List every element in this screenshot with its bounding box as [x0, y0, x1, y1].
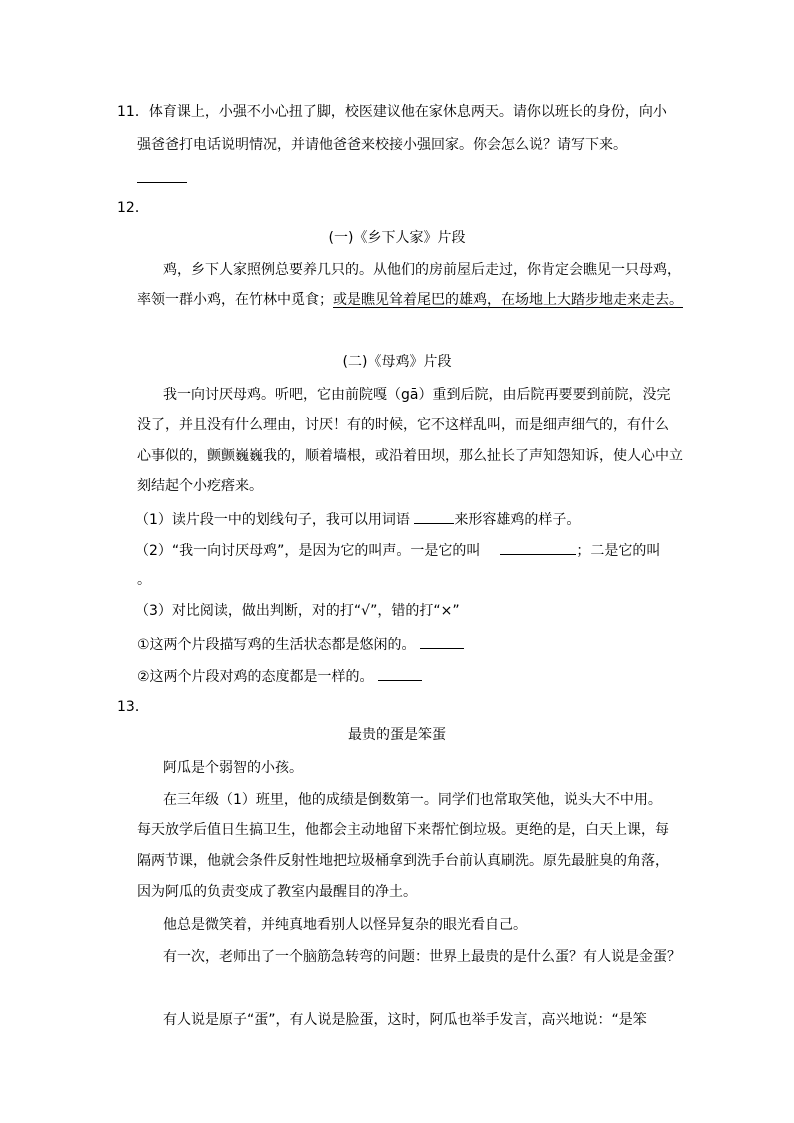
sub-question-3: （3）对比阅读，做出判断，对的打“√”，错的打“×”	[135, 603, 460, 619]
q13-line: 每天放学后值日生搞卫生，他都会主动地留下来帮忙倒垃圾。更绝的是，白天上课，每	[137, 822, 669, 838]
sub-question-1	[135, 509, 580, 527]
q11-line1	[117, 103, 667, 121]
passage2-line: 心事似的，颤颤巍巍我的，顺着墙根，或沿着田坝，那么扯长了声知怨知诉，使人心中立	[137, 448, 683, 464]
passage2-line: 我一向讨厌母鸡。听吧，它由前院嘎（gā）重到后院，由后院再要要到前院，没完	[163, 387, 671, 403]
judge2-text: ②这两个片段对鸡的态度都是一样的。	[137, 669, 378, 685]
sub2-text: （2）“我一向讨厌母鸡”，是因为它的叫声。一是它的叫	[135, 543, 481, 559]
judge1-answer-blank[interactable]	[420, 634, 464, 649]
passage2-title: (二)《母鸡》片段	[342, 354, 452, 370]
q13-line: 阿瓜是个弱智的小孩。	[163, 760, 303, 776]
q13-line: 隔两节课，他就会条件反射性地把垃圾桶拿到洗手台前认真刷洗。原先最脏臭的角落，	[137, 853, 669, 869]
passage2-line: 刻结起个小疙瘩来。	[137, 478, 263, 494]
judge-item-1	[137, 634, 464, 652]
sub1-text-after: 来形容雄鸡的样子。	[454, 512, 581, 528]
sub1-answer-blank[interactable]	[414, 509, 454, 524]
sub2-end: 。	[137, 572, 151, 588]
passage1-plain: 率领一群小鸡，在竹林中觅食；	[137, 292, 333, 308]
q13-line: 因为阿瓜的负责变成了教室内最醒目的净土。	[137, 884, 417, 900]
q11-answer-blank[interactable]	[137, 168, 187, 186]
q13-line: 在三年级（1）班里，他的成绩是倒数第一。同学们也常取笑他，说头大不中用。	[163, 792, 662, 808]
q11-number: 11．	[117, 104, 149, 120]
q11-text: 体育课上，小强不小心扭了脚，校医建议他在家休息两天。请你以班长的身份，向小	[148, 104, 667, 120]
q13-title: 最贵的蛋是笨蛋	[348, 727, 446, 743]
judge2-answer-blank[interactable]	[378, 666, 422, 681]
q13-line: 有一次，老师出了一个脑筋急转弯的问题：世界上最贵的是什么蛋？有人说是金蛋？	[163, 949, 681, 965]
sub-question-2	[135, 540, 660, 558]
q13-number: 13．	[117, 699, 149, 715]
sub2-answer-blank-1[interactable]	[500, 540, 576, 555]
q13-line: 有人说是原子“蛋”，有人说是脸蛋，这时，阿瓜也举手发言，高兴地说：“是笨	[163, 1012, 647, 1028]
q12-number: 12．	[117, 200, 149, 216]
judge1-text: ①这两个片段描写鸡的生活状态都是悠闲的。	[137, 637, 420, 653]
passage1-line1: 鸡，乡下人家照例总要养几只的。从他们的房前屋后走过，你肯定会瞧见一只母鸡，	[163, 262, 681, 278]
underlined-sentence: 或是瞧见耸着尾巴的雄鸡，在场地上大踏步地走来走去。	[333, 292, 683, 308]
sub2-text-after: ；二是它的叫	[576, 543, 661, 559]
q13-line: 他总是微笑着，并纯真地看别人以怪异复杂的眼光看自己。	[163, 917, 527, 933]
passage1-title: (一)《乡下人家》片段	[328, 230, 466, 246]
passage2-line: 没了，并且没有什么理由，讨厌！有的时候，它不这样乱叫，而是细声细气的，有什么	[137, 417, 669, 433]
passage1-line2	[137, 291, 683, 309]
sub1-text: （1）读片段一中的划线句子，我可以用词语	[135, 512, 415, 528]
judge-item-2	[137, 666, 422, 684]
q11-line2: 强爸爸打电话说明情况，并请他爸爸来校接小强回家。你会怎么说？请写下来。	[137, 137, 627, 153]
